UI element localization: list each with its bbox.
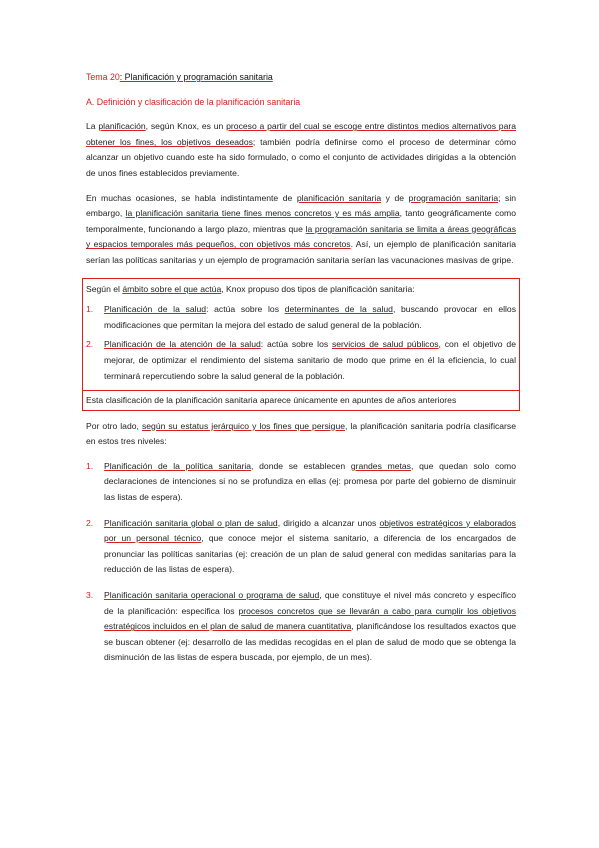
topic-number: Tema 20	[86, 72, 120, 82]
document-body	[86, 70, 516, 676]
list-item	[86, 516, 516, 578]
underlined-term: Planificación de la salud	[104, 304, 207, 315]
underlined-term: proceso a partir del cual se escoge entre distintos medios alternativos para obtener los fines, los objetivos deseados	[86, 121, 516, 147]
underlined-term: determinantes de la salud	[284, 304, 393, 315]
box-intro	[86, 282, 516, 298]
text-run: , que constituye el nivel más concreto y específico de la planificación: especifica los	[104, 590, 516, 616]
text-run: , que conoce mejor el sistema sanitario, a diferencia de los encargados de pronunciar las políticas sanitarias (ej: creación de un plan de salud general con medidas sanitarias para la reducción de las listas de espera).	[104, 533, 516, 575]
underlined-term: procesos concretos que se llevarán a cabo para cumplir los objetivos estratégicos incluidos en el plan de salud de manera cuantitativa	[104, 605, 516, 632]
planning-levels-list	[86, 459, 516, 666]
text-run: , tanto geográficamente como temporalmente, funcionando a largo plazo, mientras que	[86, 208, 516, 234]
list-number: 2.	[86, 339, 94, 350]
text-run: ; sin embargo,	[86, 192, 517, 219]
list-number: 2.	[86, 517, 94, 528]
text-run: , la planificación sanitaria podría clasificarse en estos tres niveles:	[86, 420, 516, 447]
text-run: , Knox propuso dos tipos de planificación sanitaria:	[221, 283, 415, 294]
underlined-term: objetivos estratégicos y elaborados por un personal técnico	[104, 517, 516, 544]
paragraph-distinction	[86, 191, 516, 269]
text-run: En muchas ocasiones, se habla indistintamente de	[86, 192, 297, 203]
underlined-term: ámbito sobre el que actúa	[122, 283, 222, 294]
underlined-term: planificación	[98, 121, 146, 132]
text-run: , según Knox, es un	[145, 121, 227, 132]
text-run: , buscando provocar en ellos modificaciones que permitan la mejora del estado de salud general de la población.	[104, 304, 516, 330]
list-number: 1.	[86, 460, 94, 471]
knox-types-list	[86, 302, 516, 384]
text-run: , donde se establecen	[251, 460, 351, 471]
list-number: 1.	[86, 304, 94, 315]
underlined-term: Planificación de la atención de la salud	[104, 339, 261, 350]
page-title	[86, 70, 516, 86]
knox-classification-box	[82, 278, 520, 411]
text-run: . Así, un ejemplo de planificación sanitaria serían las políticas sanitarias y un ejemplo de programación sanitaria serían las vacunaciones masivas de gripe.	[86, 239, 516, 265]
underlined-term: la programación sanitaria se limita a áreas geográficas y espacios temporales más pequeños, con objetivos más concretos	[86, 223, 516, 250]
text-run: , planificándose los resultados exactos que se buscan obtener (ej: desarrollo de las medidas recogidas en el plan de salud de modo que se obtenga la disminución de las listas de espera buscada, por ejemplo, de un mes).	[104, 621, 516, 663]
underlined-term: según su estatus jerárquico y los fines que persigue	[141, 420, 346, 431]
underlined-term: Planificación sanitaria operacional o programa de salud	[104, 590, 320, 601]
topic-title: : Planificación y programación sanitaria	[119, 72, 273, 82]
underlined-term: grandes metas	[350, 460, 411, 471]
text-run: La	[86, 121, 99, 132]
underlined-term: planificación sanitaria	[296, 192, 382, 203]
list-item	[86, 302, 516, 333]
box-note: Esta clasificación de la planificación sanitaria aparece únicamente en apuntes de años anteriores	[83, 390, 519, 410]
text-run: : actúa sobre los	[206, 304, 285, 315]
list-item	[86, 459, 516, 506]
underlined-term: la planificación sanitaria tiene fines menos concretos y es más amplia	[125, 208, 400, 219]
list-item	[86, 337, 516, 384]
text-run: , con el objetivo de mejorar, de optimizar el rendimiento del sistema sanitario de modo que prime en él la eficiencia, lo cual terminará repercutiendo sobre la salud general de la población.	[104, 339, 516, 381]
text-run: , dirigido a alcanzar unos	[277, 517, 380, 528]
list-number: 3.	[86, 590, 94, 601]
underlined-term: Planificación sanitaria global o plan de salud	[104, 517, 278, 528]
text-run: Según el	[86, 283, 123, 294]
text-run: y de	[381, 192, 409, 203]
underlined-term: programación sanitaria	[408, 192, 499, 203]
paragraph-levels-intro	[86, 419, 516, 450]
underlined-term: servicios de salud públicos	[331, 339, 439, 350]
text-run: ; también podría definirse como el proceso de determinar cómo alcanzar un objetivo cuando este ha sido formulado, o como el conjunto de actividades dirigidas a la obtención de unos fines establecidos previamente.	[86, 136, 516, 178]
text-run: Por otro lado,	[86, 420, 142, 431]
underlined-term: Planificación de la política sanitaria	[104, 460, 252, 471]
list-item	[86, 588, 516, 666]
text-run: : actúa sobre los	[260, 339, 332, 350]
text-run: , que quedan solo como declaraciones de intenciones si no se profundiza en ellas (ej: promesa por parte del gobierno de disminuir las listas de espera).	[104, 460, 516, 503]
section-heading: A. Definición y clasificación de la planificación sanitaria	[86, 96, 301, 107]
paragraph-definition	[86, 119, 516, 181]
